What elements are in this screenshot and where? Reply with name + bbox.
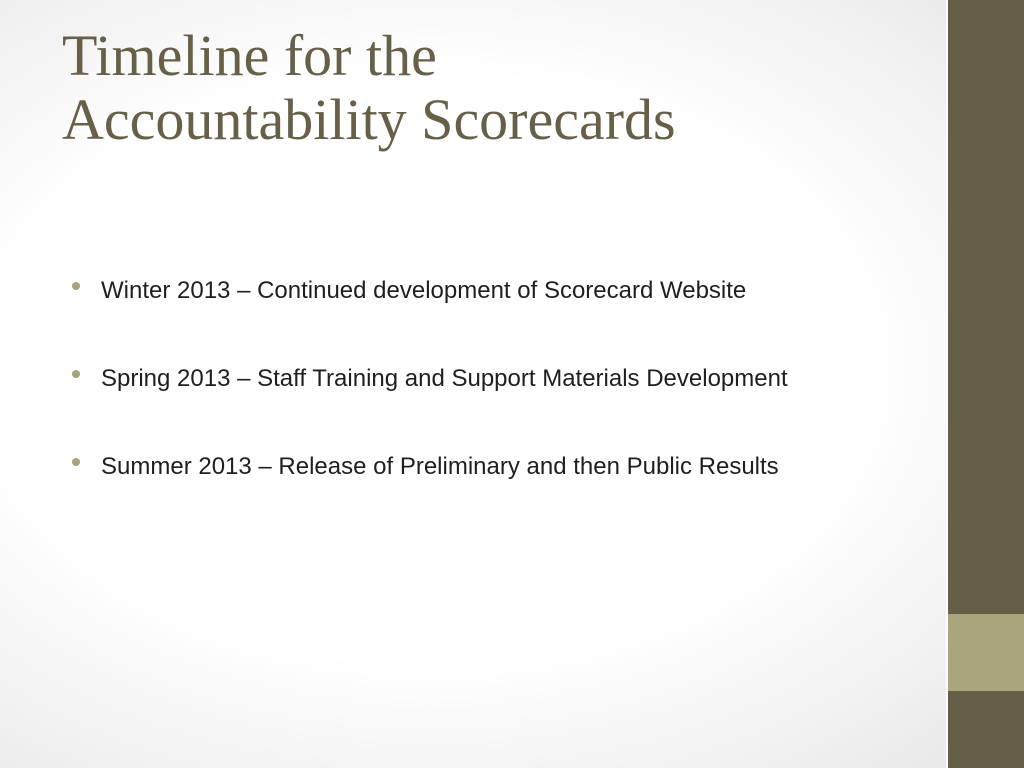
slide-title: [62, 24, 922, 152]
bullet-list: [72, 272, 922, 536]
slide-title-line-2: Accountability Scorecards: [62, 87, 676, 152]
bullet-text: Winter 2013 – Continued development of Scorecard Website: [101, 277, 747, 304]
bullet-item-spring: [72, 360, 922, 397]
bullet-text: Spring 2013 – Staff Training and Support Materials Development: [101, 365, 788, 392]
bullet-text: Summer 2013 – Release of Preliminary and then Public Results: [101, 453, 779, 480]
slide-title-line-1: Timeline for the: [62, 23, 437, 88]
bullet-dot-icon: [72, 282, 80, 290]
decorative-sidebar-accent: [948, 614, 1024, 691]
bullet-item-summer: [72, 448, 922, 485]
bullet-dot-icon: [72, 458, 80, 466]
bullet-item-winter: [72, 272, 922, 309]
bullet-dot-icon: [72, 370, 80, 378]
